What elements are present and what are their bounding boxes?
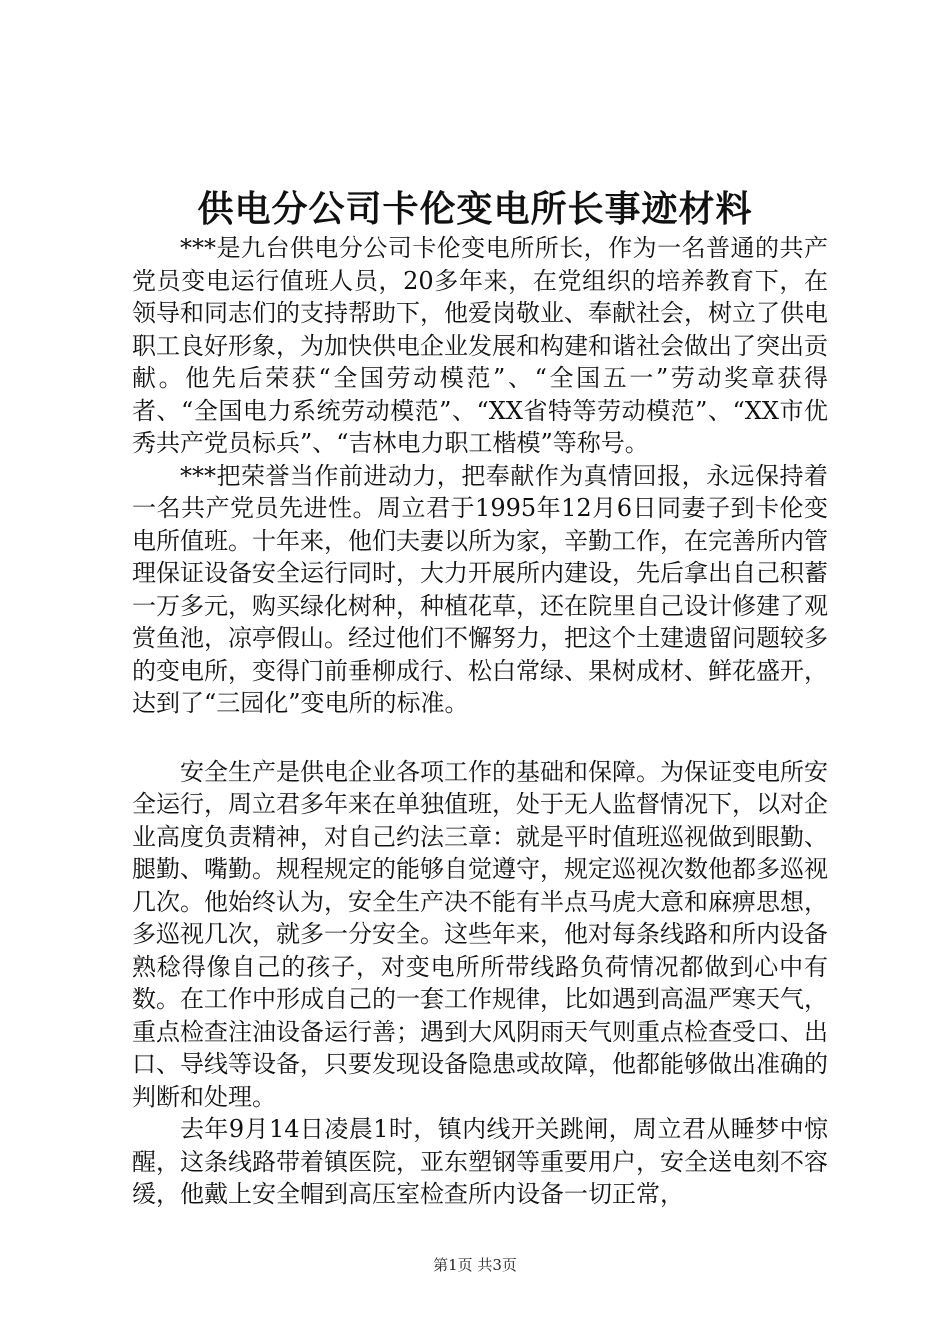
page-number-footer: 第1页 共3页 (433, 1256, 517, 1274)
document-title: 供电分公司卡伦变电所长事迹材料 (197, 188, 753, 230)
document-body (132, 232, 828, 1211)
paragraph-spacer (132, 720, 828, 756)
paragraph-1: ***是九台供电分公司卡伦变电所所长，作为一名普通的共产党员变电运行值班人员，20多年来，在党组织的培养教育下，在领导和同志们的支持帮助下，他爱岗敬业、奉献社会，树立了供电职工良好形象，为加快供电企业发展和构建和谐社会做出了突出贡献。他先后荣获“全国劳动模范”、“全国五一”劳动奖章获得者、“全国电力系统劳动模范”、“XX省特等劳动模范”、“XX市优秀共产党员标兵”、“吉林电力职工楷模”等称号。 (132, 234, 828, 457)
paragraph-4: 去年9月14日凌晨1时，镇内线开关跳闸，周立君从睡梦中惊醒，这条线路带着镇医院，亚东塑钢等重要用户，安全送电刻不容缓，他戴上安全帽到高压室检查所内设备一切正常， (132, 1115, 828, 1208)
paragraph-2: ***把荣誉当作前进动力，把奉献作为真情回报，永远保持着一名共产党员先进性。周立君于1995年12月6日同妻子到卡伦变电所值班。十年来，他们夫妻以所为家，辛勤工作，在完善所内管理保证设备安全运行同时，大力开展所内建设，先后拿出自己积蓄一万多元，购买绿化树种，种植花草，还在院里自己设计修建了观赏鱼池，凉亭假山。经过他们不懈努力，把这个土建遗留问题较多的变电所，变得门前垂柳成行、松白常绿、果树成材、鲜花盛开，达到了“三园化”变电所的标准。 (132, 461, 828, 717)
paragraph-3: 安全生产是供电企业各项工作的基础和保障。为保证变电所安全运行，周立君多年来在单独值班，处于无人监督情况下，以对企业高度负责精神，对自己约法三章：就是平时值班巡视做到眼勤、腿勤、嘴勤。规程规定的能够自觉遵守，规定巡视次数他都多巡视几次。他始终认为，安全生产决不能有半点马虎大意和麻痹思想，多巡视几次，就多一分安全。这些年来，他对每条线路和所内设备熟稔得像自己的孩子，对变电所所带线路负荷情况都做到心中有数。在工作中形成自己的一套工作规律，比如遇到高温严寒天气，重点检查注油设备运行善；遇到大风阴雨天气则重点检查受口、出口、导线等设备，只要发现设备隐患或故障，他都能够做出准确的判断和处理。 (132, 757, 828, 1111)
